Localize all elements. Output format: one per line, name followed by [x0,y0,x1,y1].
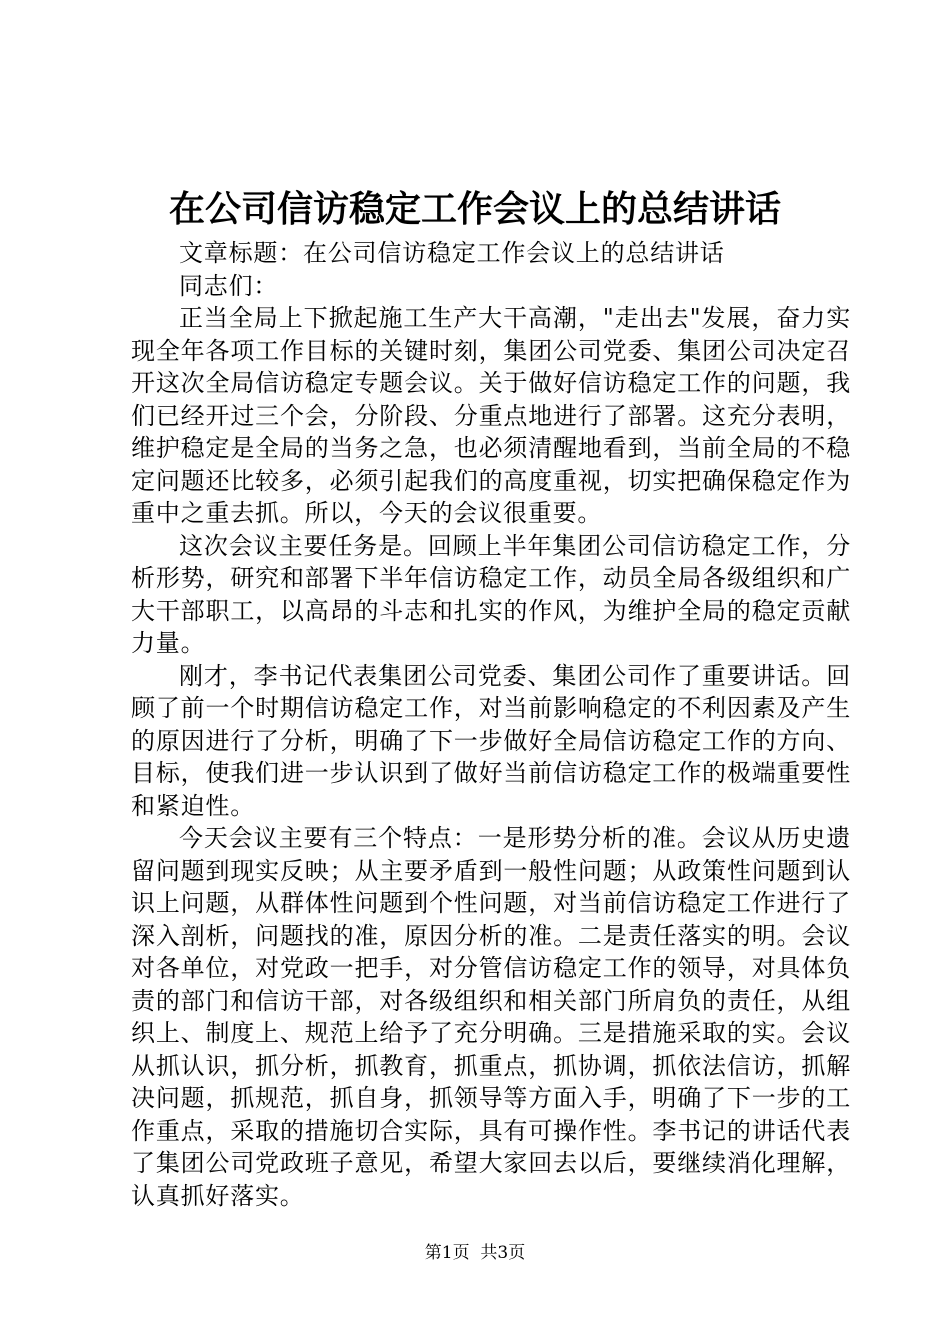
paragraph: 这次会议主要任务是。回顾上半年集团公司信访稳定工作，分析形势，研究和部署下半年信访稳定工作，动员全局各级组织和广大干部职工，以高昂的斗志和扎实的作风，为维护全局的稳定贡献力量。 [131,531,851,657]
document-title: 在公司信访稳定工作会议上的总结讲话 [168,188,781,230]
page-number: 第1页 共3页 [424,1243,526,1263]
paragraph: 今天会议主要有三个特点：一是形势分析的准。会议从历史遗留问题到现实反映；从主要矛盾到一般性问题；从政策性问题到认识上问题，从群体性问题到个性问题，对当前信访稳定工作进行了深入剖析，问题找的准，原因分析的准。二是责任落实的明。会议对各单位，对党政一把手，对分管信访稳定工作的领导，对具体负责的部门和信访干部，对各级组织和相关部门所肩负的责任，从组织上、制度上、规范上给予了充分明确。三是措施采取的实。会议从抓认识，抓分析，抓教育，抓重点，抓协调，抓依法信访，抓解决问题，抓规范，抓自身，抓领导等方面入手，明确了下一步的工作重点，采取的措施切合实际，具有可操作性。李书记的讲话代表了集团公司党政班子意见，希望大家回去以后，要继续消化理解，认真抓好落实。 [131,824,851,1210]
salutation: 同志们： [179,271,279,300]
paragraph: 正当全局上下掀起施工生产大干高潮，"走出去"发展，奋力实现全年各项工作目标的关键时刻，集团公司党委、集团公司决定召开这次全局信访稳定专题会议。关于做好信访稳定工作的问题，我们已经开过三个会，分阶段、分重点地进行了部署。这充分表明，维护稳定是全局的当务之急，也必须清醒地看到，当前全局的不稳定问题还比较多，必须引起我们的高度重视，切实把确保稳定作为重中之重去抓。所以，今天的会议很重要。 [131,304,851,527]
paragraph: 刚才，李书记代表集团公司党委、集团公司作了重要讲话。回顾了前一个时期信访稳定工作，对当前影响稳定的不利因素及产生的原因进行了分析，明确了下一步做好全局信访稳定工作的方向、目标，使我们进一步认识到了做好当前信访稳定工作的极端重要性和紧迫性。 [131,661,851,820]
article-title-line: 文章标题：在公司信访稳定工作会议上的总结讲话 [179,239,725,267]
page-footer [0,1241,950,1265]
document-body [131,237,851,1212]
